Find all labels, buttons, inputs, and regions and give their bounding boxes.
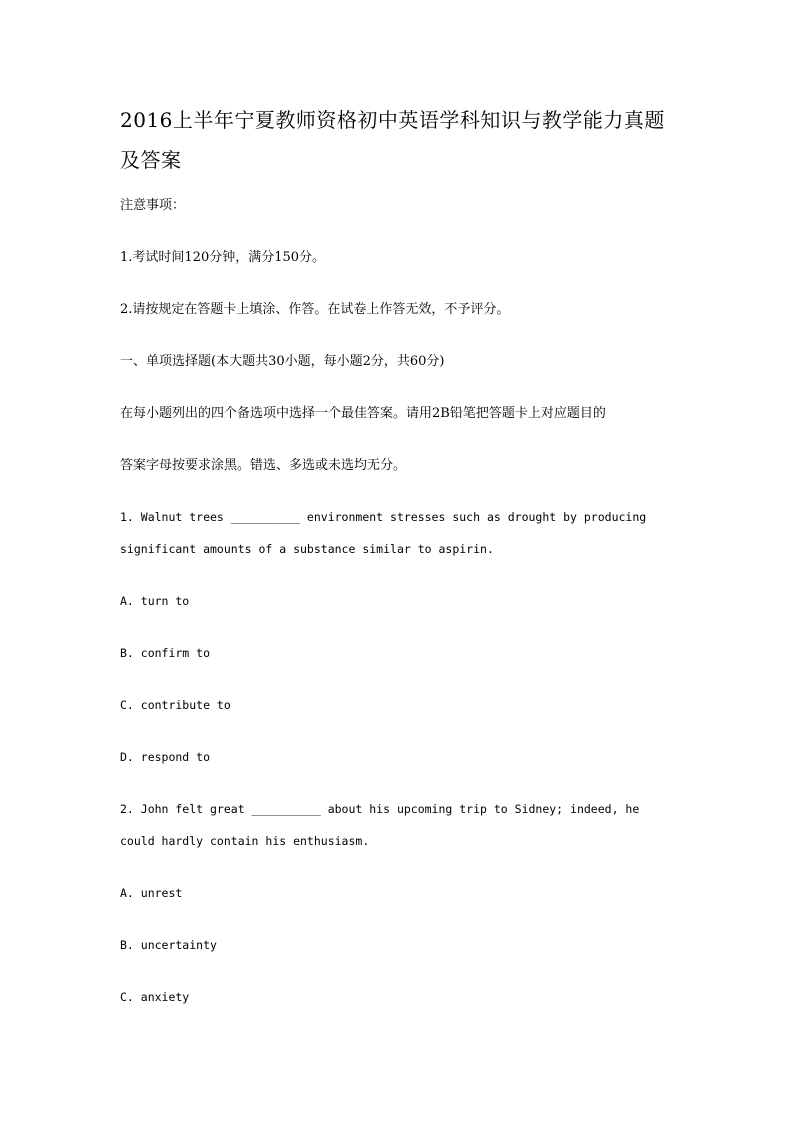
question-1-option-c: C. contribute to: [120, 698, 231, 712]
question-2-option-a: A. unrest: [120, 886, 183, 900]
notes-heading: 注意事项：: [120, 198, 186, 213]
instruction-line-1: 在每小题列出的四个备选项中选择一个最佳答案。请用2B铅笔把答题卡上对应题目的: [120, 406, 606, 421]
note-item-2: 2.请按规定在答题卡上填涂、作答。在试卷上作答无效，不予评分。: [120, 302, 510, 317]
question-1-stem-line-2: significant amounts of a substance similar to aspirin.: [120, 542, 494, 556]
question-2-option-c: C. anxiety: [120, 990, 190, 1004]
question-2-stem-line-1: 2. John felt great __________ about his upcoming trip to Sidney; indeed, he: [120, 802, 640, 816]
instruction-line-2: 答案字母按要求涂黑。错选、多选或未选均无分。: [120, 458, 407, 473]
note-item-1: 1.考试时间120分钟，满分150分。: [120, 250, 326, 265]
question-1-option-a: A. turn to: [120, 594, 190, 608]
question-1-option-b: B. confirm to: [120, 646, 211, 660]
document-title: 2016上半年宁夏教师资格初中英语学科知识与教学能力真题及答案: [120, 108, 665, 172]
question-1-option-d: D. respond to: [120, 750, 211, 764]
section-heading-single-choice: 一、单项选择题(本大题共30小题，每小题2分，共60分): [120, 354, 445, 369]
question-2-stem-line-2: could hardly contain his enthusiasm.: [120, 834, 370, 848]
question-2-option-b: B. uncertainty: [120, 938, 217, 952]
question-1-stem-line-1: 1. Walnut trees __________ environment stresses such as drought by producing: [120, 510, 647, 524]
